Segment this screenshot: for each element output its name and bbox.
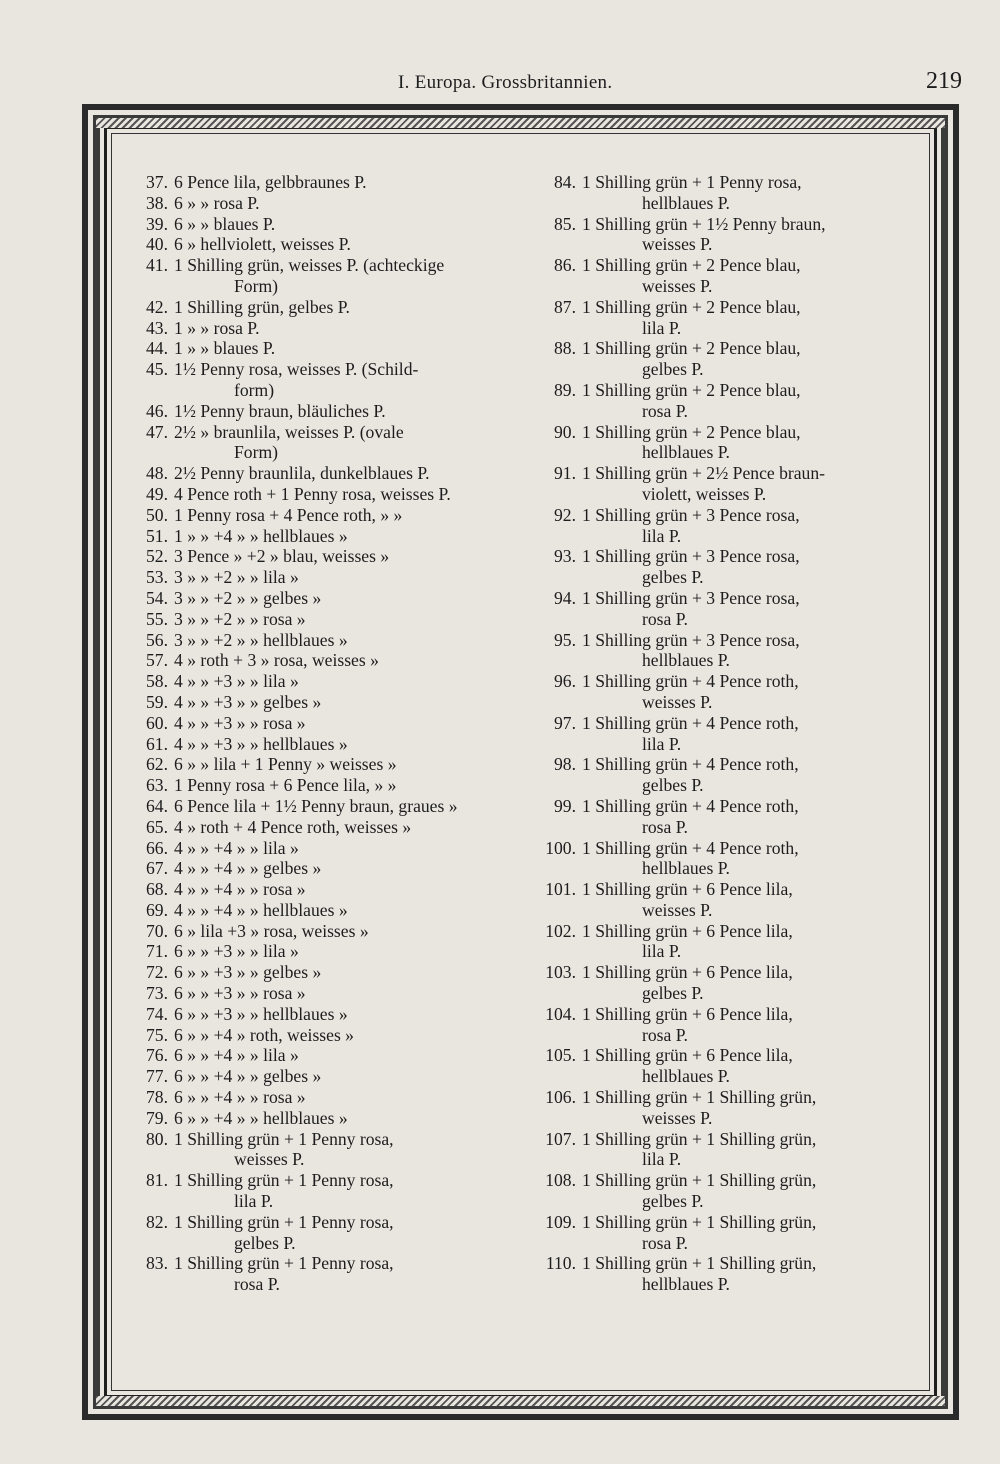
entry-number: 67.	[146, 858, 168, 879]
list-item	[526, 214, 921, 256]
list-item	[526, 422, 921, 464]
entry-text: 1 Shilling grün, gelbes P.	[174, 296, 350, 317]
entry-text: gelbes P.	[642, 983, 704, 1004]
list-item	[526, 630, 921, 672]
entry-number: 52.	[146, 546, 168, 567]
list-item	[118, 734, 508, 755]
entry-text: 1 Shilling grün + 6 Pence lila,	[582, 1003, 793, 1024]
list-item	[118, 692, 508, 713]
entry-number: 106.	[545, 1087, 576, 1108]
entry-number: 68.	[146, 879, 168, 900]
entry-number: 46.	[146, 400, 168, 421]
entry-text: 6 » » rosa P.	[174, 192, 260, 213]
entry-number: 93.	[554, 546, 576, 567]
entry-text: weisses P.	[234, 1149, 305, 1170]
entry-text: 6 » » +4 » » gelbes »	[174, 1066, 322, 1087]
entry-text: 1 Shilling grün + 4 Pence roth,	[582, 795, 799, 816]
entry-text: 1 Shilling grün + 1 Shilling grün,	[582, 1253, 817, 1274]
entry-number: 58.	[146, 671, 168, 692]
entry-text: 1 Shilling grün + 3 Pence rosa,	[582, 504, 800, 525]
entry-text: 6 » » +4 » » lila »	[174, 1045, 299, 1066]
entry-number: 101.	[545, 879, 576, 900]
entry-number: 81.	[146, 1170, 168, 1191]
entry-number: 74.	[146, 1003, 168, 1024]
entry-text: violett, weisses P.	[642, 483, 767, 504]
entry-number: 96.	[554, 671, 576, 692]
entry-number: 103.	[545, 962, 576, 983]
entry-number: 44.	[146, 338, 168, 359]
entry-number: 43.	[146, 317, 168, 338]
list-item	[526, 754, 921, 796]
entry-number: 49.	[146, 483, 168, 504]
entry-text: 6 » » blaues P.	[174, 213, 276, 234]
entry-text: rosa P.	[642, 1232, 688, 1253]
list-item	[118, 505, 508, 526]
page-number: 219	[926, 68, 962, 94]
entry-text: 1 » » blaues P.	[174, 338, 276, 359]
list-item	[118, 1108, 508, 1129]
list-item	[526, 297, 921, 339]
entry-text: 2½ Penny braunlila, dunkelblaues P.	[174, 463, 430, 484]
entry-text: 1 Shilling grün + 2 Pence blau,	[582, 421, 801, 442]
entry-text: 6 » » +4 » roth, weisses »	[174, 1024, 354, 1045]
list-item	[118, 526, 508, 547]
entry-text: 1 Shilling grün + 3 Pence rosa,	[582, 629, 800, 650]
list-item	[526, 463, 921, 505]
entry-text: hellblaues P.	[642, 858, 730, 879]
list-item	[118, 401, 508, 422]
entry-text: 6 » » +3 » » rosa »	[174, 983, 306, 1004]
entry-text: 4 » » +3 » » gelbes »	[174, 691, 322, 712]
list-item	[526, 588, 921, 630]
entry-number: 37.	[146, 172, 168, 192]
entry-text: 1 Shilling grün + 3 Pence rosa,	[582, 587, 800, 608]
list-item	[526, 838, 921, 880]
list-item	[118, 172, 508, 193]
entry-text: 1 Shilling grün + 1 Penny rosa,	[174, 1128, 394, 1149]
list-item	[526, 1212, 921, 1254]
entry-number: 92.	[554, 504, 576, 525]
list-item	[526, 713, 921, 755]
entry-text: gelbes P.	[234, 1232, 296, 1253]
entry-text: 4 » » +3 » » hellblaues »	[174, 733, 348, 754]
entry-text: 2½ » braunlila, weisses P. (ovale	[174, 421, 404, 442]
entry-text: 3 » » +2 » » hellblaues »	[174, 629, 348, 650]
list-item	[526, 1045, 921, 1087]
list-item	[118, 983, 508, 1004]
entry-number: 84.	[554, 172, 576, 192]
entry-text: 6 » » +3 » » gelbes »	[174, 962, 322, 983]
list-item	[118, 1004, 508, 1025]
entry-number: 97.	[554, 712, 576, 733]
list-item	[118, 484, 508, 505]
list-item	[118, 1170, 508, 1212]
entry-text: 1 Shilling grün + 1 Shilling grün,	[582, 1170, 817, 1191]
entry-text: 3 » » +2 » » gelbes »	[174, 587, 322, 608]
entry-number: 57.	[146, 650, 168, 671]
entry-number: 65.	[146, 816, 168, 837]
list-item	[118, 463, 508, 484]
entry-number: 100.	[545, 837, 576, 858]
entry-number: 76.	[146, 1045, 168, 1066]
entry-number: 50.	[146, 504, 168, 525]
entry-text: weisses P.	[642, 234, 713, 255]
list-item	[526, 1170, 921, 1212]
list-item	[118, 838, 508, 859]
list-item	[118, 754, 508, 775]
list-item	[118, 650, 508, 671]
list-item	[118, 1066, 508, 1087]
list-item	[526, 172, 921, 214]
entry-text: 1 » » rosa P.	[174, 317, 260, 338]
entry-text: 3 » » +2 » » lila »	[174, 567, 299, 588]
entry-text: 1 Shilling grün + 6 Pence lila,	[582, 1045, 793, 1066]
entry-text: 1 Shilling grün + 1 Shilling grün,	[582, 1087, 817, 1108]
entry-number: 51.	[146, 525, 168, 546]
entry-text: 1 Shilling grün + 2 Pence blau,	[582, 296, 801, 317]
list-item	[526, 1129, 921, 1171]
entry-text: gelbes P.	[642, 775, 704, 796]
list-item	[118, 588, 508, 609]
list-item	[526, 1004, 921, 1046]
list-item	[118, 1253, 508, 1295]
entry-number: 88.	[554, 338, 576, 359]
running-title: I. Europa. Grossbritannien.	[398, 72, 613, 93]
entry-text: hellblaues P.	[642, 650, 730, 671]
entry-text: hellblaues P.	[642, 442, 730, 463]
entry-text: weisses P.	[642, 1107, 713, 1128]
entry-text: weisses P.	[642, 275, 713, 296]
entry-number: 108.	[545, 1170, 576, 1191]
entry-text: weisses P.	[642, 899, 713, 920]
entry-text: 1 Shilling grün + 4 Pence roth,	[582, 754, 799, 775]
list-item	[526, 338, 921, 380]
entry-text: 4 » » +4 » » rosa »	[174, 879, 306, 900]
entry-text: 1 Shilling grün + 1 Penny rosa,	[174, 1211, 394, 1232]
entry-text: 6 » » +3 » » hellblaues »	[174, 1003, 348, 1024]
entry-text: 6 » » lila + 1 Penny » weisses »	[174, 754, 397, 775]
entry-number: 61.	[146, 733, 168, 754]
entry-number: 47.	[146, 421, 168, 442]
entry-number: 75.	[146, 1024, 168, 1045]
list-item	[118, 630, 508, 651]
entry-text: hellblaues P.	[642, 1066, 730, 1087]
entry-number: 72.	[146, 962, 168, 983]
entry-text: form)	[234, 379, 275, 400]
entry-number: 107.	[545, 1128, 576, 1149]
entry-text: 1½ Penny braun, bläuliches P.	[174, 400, 386, 421]
list-item	[118, 671, 508, 692]
entry-number: 110.	[545, 1253, 576, 1274]
entry-text: Form)	[234, 442, 278, 463]
entry-number: 71.	[146, 941, 168, 962]
entry-text: 1 Shilling grün + 4 Pence roth,	[582, 837, 799, 858]
entry-number: 55.	[146, 608, 168, 629]
entry-text: 1 Shilling grün + 2 Pence blau,	[582, 379, 801, 400]
page-header	[0, 62, 1000, 102]
entry-text: 6 Pence lila + 1½ Penny braun, graues »	[174, 795, 458, 816]
list-item	[526, 921, 921, 963]
entry-text: lila P.	[642, 1149, 682, 1170]
entry-text: 1 Shilling grün + 1 Shilling grün,	[582, 1211, 817, 1232]
entry-text: 1½ Penny rosa, weisses P. (Schild-	[174, 359, 419, 380]
list-item	[118, 1212, 508, 1254]
entry-text: 1 Shilling grün + 2½ Pence braun-	[582, 463, 826, 484]
entry-text: 6 Pence lila, gelbbraunes P.	[174, 172, 367, 192]
list-item	[118, 318, 508, 339]
entry-number: 85.	[554, 213, 576, 234]
list-item	[118, 338, 508, 359]
entry-text: 4 » roth + 4 Pence roth, weisses »	[174, 816, 412, 837]
entry-number: 109.	[545, 1211, 576, 1232]
entry-text: gelbes P.	[642, 1191, 704, 1212]
entry-text: 4 Pence roth + 1 Penny rosa, weisses P.	[174, 483, 451, 504]
entry-number: 63.	[146, 775, 168, 796]
entry-text: 1 Shilling grün + 1 Penny rosa,	[582, 172, 802, 192]
entry-text: 1 Shilling grün + 2 Pence blau,	[582, 255, 801, 276]
list-item	[526, 1253, 921, 1295]
entry-text: 1 Shilling grün + 2 Pence blau,	[582, 338, 801, 359]
entry-text: rosa P.	[642, 608, 688, 629]
list-item	[118, 297, 508, 318]
entry-number: 53.	[146, 567, 168, 588]
entry-text: lila P.	[642, 317, 682, 338]
entry-number: 105.	[545, 1045, 576, 1066]
entry-number: 87.	[554, 296, 576, 317]
entry-text: rosa P.	[642, 816, 688, 837]
entry-text: 1 Shilling grün + 1 Penny rosa,	[174, 1170, 394, 1191]
entry-text: weisses P.	[642, 691, 713, 712]
entry-number: 98.	[554, 754, 576, 775]
entry-number: 104.	[545, 1003, 576, 1024]
list-item	[118, 858, 508, 879]
list-item	[526, 546, 921, 588]
list-item	[118, 817, 508, 838]
entry-number: 39.	[146, 213, 168, 234]
entry-number: 66.	[146, 837, 168, 858]
entry-number: 73.	[146, 983, 168, 1004]
entry-text: lila P.	[642, 941, 682, 962]
right-column	[526, 172, 921, 1295]
list-item	[526, 796, 921, 838]
entry-text: 1 Shilling grün + 6 Pence lila,	[582, 920, 793, 941]
entry-number: 86.	[554, 255, 576, 276]
list-item	[118, 713, 508, 734]
entry-number: 77.	[146, 1066, 168, 1087]
entry-text: lila P.	[642, 733, 682, 754]
entry-number: 89.	[554, 379, 576, 400]
list-item	[526, 380, 921, 422]
entry-number: 64.	[146, 795, 168, 816]
list-item	[118, 422, 508, 464]
list-item	[118, 609, 508, 630]
entry-text: 3 Pence » +2 » blau, weisses »	[174, 546, 390, 567]
entry-text: 4 » » +3 » » rosa »	[174, 712, 306, 733]
entry-number: 90.	[554, 421, 576, 442]
list-item	[526, 671, 921, 713]
entry-text: 6 » » +4 » » hellblaues »	[174, 1107, 348, 1128]
list-item	[118, 900, 508, 921]
entry-text: 1 Shilling grün, weisses P. (achteckige	[174, 255, 445, 276]
left-column	[118, 172, 508, 1295]
list-item	[118, 193, 508, 214]
list-item	[118, 567, 508, 588]
entry-number: 60.	[146, 712, 168, 733]
list-item	[118, 255, 508, 297]
entry-number: 70.	[146, 920, 168, 941]
entry-text: gelbes P.	[642, 567, 704, 588]
entry-text: 6 » lila +3 » rosa, weisses »	[174, 920, 369, 941]
list-item	[118, 1025, 508, 1046]
list-item	[118, 234, 508, 255]
entry-text: gelbes P.	[642, 359, 704, 380]
list-item	[118, 921, 508, 942]
entry-number: 79.	[146, 1107, 168, 1128]
entry-text: 4 » roth + 3 » rosa, weisses »	[174, 650, 379, 671]
entry-number: 95.	[554, 629, 576, 650]
entry-number: 38.	[146, 192, 168, 213]
entry-text: rosa P.	[234, 1274, 280, 1295]
entry-number: 83.	[146, 1253, 168, 1274]
list-item	[118, 879, 508, 900]
list-item	[118, 796, 508, 817]
entry-number: 78.	[146, 1087, 168, 1108]
entry-text: 1 Penny rosa + 4 Pence roth, » »	[174, 504, 403, 525]
entry-number: 54.	[146, 587, 168, 608]
entry-number: 62.	[146, 754, 168, 775]
entry-number: 99.	[554, 795, 576, 816]
list-item	[118, 1045, 508, 1066]
entry-number: 59.	[146, 691, 168, 712]
list-item	[526, 505, 921, 547]
entry-text: 1 Shilling grün + 4 Pence roth,	[582, 712, 799, 733]
entry-number: 91.	[554, 463, 576, 484]
entry-text: 1 Shilling grün + 3 Pence rosa,	[582, 546, 800, 567]
list-item	[118, 1087, 508, 1108]
entry-text: 1 Shilling grün + 4 Pence roth,	[582, 671, 799, 692]
entry-text: 1 Shilling grün + 6 Pence lila,	[582, 879, 793, 900]
list-item	[118, 775, 508, 796]
entry-number: 56.	[146, 629, 168, 650]
entry-text: rosa P.	[642, 1024, 688, 1045]
entry-number: 69.	[146, 899, 168, 920]
entry-text: 6 » » +4 » » rosa »	[174, 1087, 306, 1108]
entry-text: lila P.	[642, 525, 682, 546]
entry-text: 1 Shilling grün + 6 Pence lila,	[582, 962, 793, 983]
list-item	[118, 546, 508, 567]
entry-number: 82.	[146, 1211, 168, 1232]
entry-text: Form)	[234, 275, 278, 296]
entry-text: 1 Shilling grün + 1 Penny rosa,	[174, 1253, 394, 1274]
list-item	[526, 255, 921, 297]
entry-text: rosa P.	[642, 400, 688, 421]
entry-text: 4 » » +3 » » lila »	[174, 671, 299, 692]
entry-text: 4 » » +4 » » lila »	[174, 837, 299, 858]
entry-number: 102.	[545, 920, 576, 941]
entry-text: 4 » » +4 » » hellblaues »	[174, 899, 348, 920]
entry-text: 1 » » +4 » » hellblaues »	[174, 525, 348, 546]
list-item	[526, 879, 921, 921]
entry-number: 94.	[554, 587, 576, 608]
list-item	[118, 214, 508, 235]
entry-number: 45.	[146, 359, 168, 380]
entry-text: 3 » » +2 » » rosa »	[174, 608, 306, 629]
entry-number: 48.	[146, 463, 168, 484]
entry-number: 42.	[146, 296, 168, 317]
list-item	[526, 962, 921, 1004]
entry-number: 80.	[146, 1128, 168, 1149]
entry-text: hellblaues P.	[642, 192, 730, 213]
list-item	[118, 941, 508, 962]
list-item	[118, 962, 508, 983]
entry-text: 1 Shilling grün + 1½ Penny braun,	[582, 213, 826, 234]
entry-text: 1 Shilling grün + 1 Shilling grün,	[582, 1128, 817, 1149]
entry-text: 6 » hellviolett, weisses P.	[174, 234, 351, 255]
entry-text: 4 » » +4 » » gelbes »	[174, 858, 322, 879]
entry-text: hellblaues P.	[642, 1274, 730, 1295]
entry-number: 41.	[146, 255, 168, 276]
entry-number: 40.	[146, 234, 168, 255]
entry-text: lila P.	[234, 1191, 274, 1212]
list-item	[526, 1087, 921, 1129]
entry-text: 1 Penny rosa + 6 Pence lila, » »	[174, 775, 397, 796]
list-item	[118, 359, 508, 401]
list-item	[118, 1129, 508, 1171]
entry-text: 6 » » +3 » » lila »	[174, 941, 299, 962]
